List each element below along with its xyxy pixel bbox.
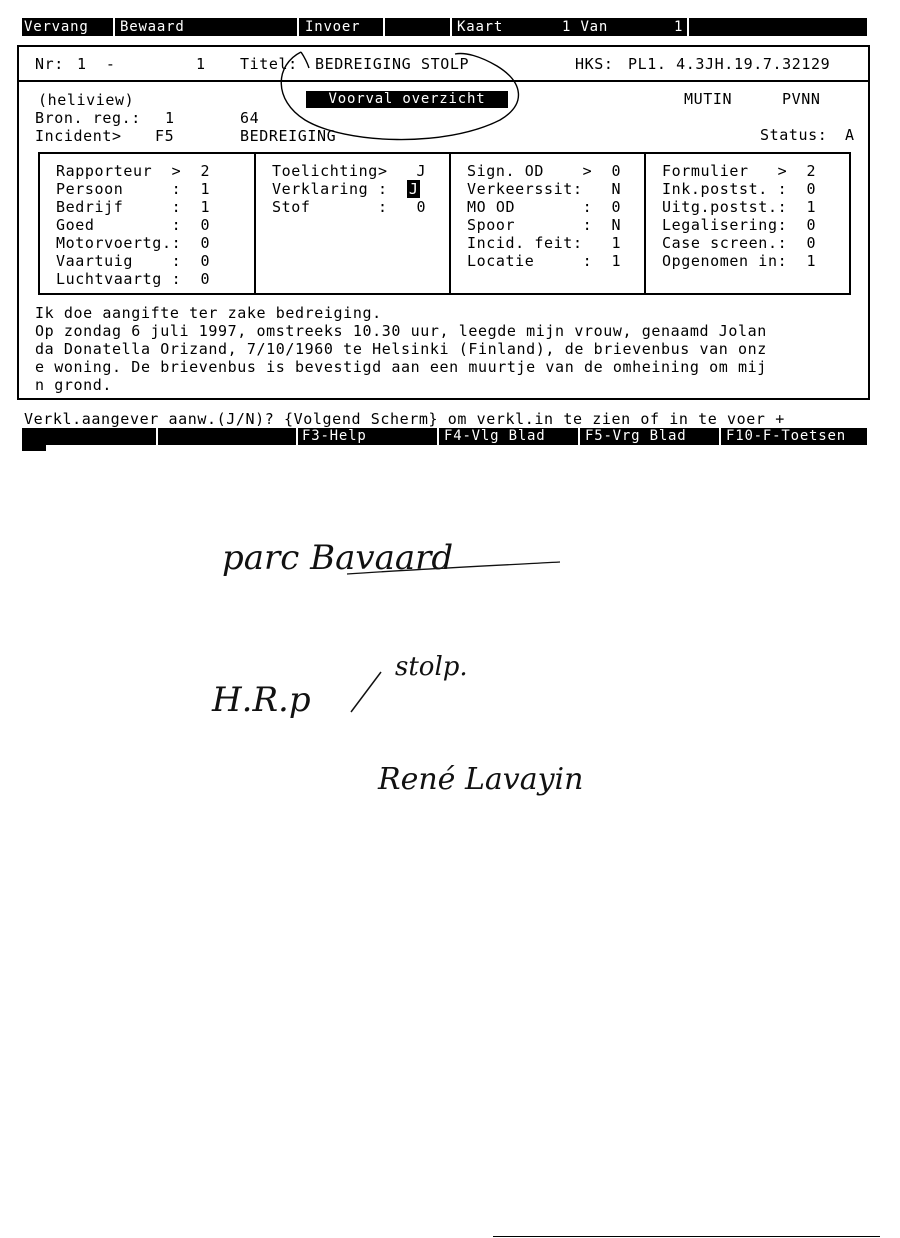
grid-field-uitg-postst[interactable]: Uitg.postst.: 1 [662,198,817,216]
fkey-separator [296,428,298,445]
grid-field-verklaring[interactable]: Verklaring : J [272,180,419,198]
grid-field-formulier[interactable]: Formulier > 2 [662,162,817,180]
statement-line: Ik doe aangifte ter zake bedreiging. [35,304,382,322]
menu-item-invoer[interactable]: Invoer [305,19,361,35]
page-indicator: 1 Van [562,19,609,35]
pvnn-label: PVNN [782,90,821,108]
bottom-rule [493,1236,880,1237]
fkey-previous-page[interactable]: F5-Vrg Blad [585,428,687,444]
nr-value: 1 - [77,55,116,73]
grid-field-toelichting[interactable]: Toelichting> J [272,162,427,180]
fkey-help[interactable]: F3-Help [302,428,367,444]
grid-field-luchtvaartuig[interactable]: Luchtvaartg : 0 [56,270,211,288]
status-label: Status: [760,126,828,144]
grid-divider [644,152,646,295]
grid-field-case-screen[interactable]: Case screen.: 0 [662,234,817,252]
grid-field-rapporteur[interactable]: Rapporteur > 2 [56,162,211,180]
hand-drawn-circle [265,40,535,150]
fkey-separator [578,428,580,445]
menu-item-bewaard[interactable]: Bewaard [120,19,185,35]
input-prompt: Verkl.aangever aanw.(J/N)? {Volgend Scherm} om verkl.in te zien of in te voer + [24,410,785,428]
grid-field-spoor[interactable]: Spoor : N [467,216,622,234]
hks-value: PL1. 4.3JH.19.7.32129 [628,55,831,73]
menu-bar [22,18,867,36]
bron-reg-suffix: 64 [240,109,260,127]
grid-field-persoon[interactable]: Persoon : 1 [56,180,211,198]
grid-field-sign-od[interactable]: Sign. OD > 0 [467,162,622,180]
handwritten-slash [345,668,385,718]
fkey-separator [437,428,439,445]
source-system-label: (heliview) [38,91,135,109]
nr-value-2: 1 [196,55,206,73]
cursor-block [22,445,46,451]
incident-label: Incident> [35,127,122,145]
handwritten-signature: René Lavayin [378,762,584,797]
grid-field-verkeerssituatie[interactable]: Verkeerssit: N [467,180,622,198]
incident-code: F5 [155,127,175,145]
nr-label: Nr: [35,55,64,73]
grid-field-ink-postst[interactable]: Ink.postst. : 0 [662,180,817,198]
status-value: A [845,126,855,144]
fkey-function-keys[interactable]: F10-F-Toetsen [726,428,846,444]
grid-divider [449,152,451,295]
handwritten-note-1: parc Bavaard [222,538,454,578]
bron-reg-label: Bron. reg.: [35,109,141,127]
grid-field-locatie[interactable]: Locatie : 1 [467,252,622,270]
fkey-next-page[interactable]: F4-Vlg Blad [444,428,546,444]
statement-line: Op zondag 6 juli 1997, omstreeks 10.30 uur, leegde mijn vrouw, genaamd Jolan [35,322,767,340]
grid-field-goed[interactable]: Goed : 0 [56,216,211,234]
fkey-separator [156,428,158,445]
grid-divider [254,152,256,295]
grid-field-bedrijf[interactable]: Bedrijf : 1 [56,198,211,216]
menu-separator [113,18,115,36]
grid-field-opgenomen-in[interactable]: Opgenomen in: 1 [662,252,817,270]
grid-field-incid-feit[interactable]: Incid. feit: 1 [467,234,622,252]
grid-field-vaartuig[interactable]: Vaartuig : 0 [56,252,211,270]
menu-item-kaart[interactable]: Kaart [457,19,504,35]
grid-field-mo-od[interactable]: MO OD : 0 [467,198,622,216]
mutin-label: MUTIN [684,90,733,108]
bron-reg-value: 1 [165,109,175,127]
verklaring-input[interactable]: J [408,180,419,198]
title-label: Titel: [240,55,298,73]
statement-text [35,304,865,394]
voorval-overzicht-button[interactable]: Voorval overzicht [306,91,508,108]
statement-line: da Donatella Orizand, 7/10/1960 te Helsinki (Finland), de brievenbus van onz [35,340,767,358]
grid-field-motorvoertuig[interactable]: Motorvoertg.: 0 [56,234,211,252]
title-value: BEDREIGING STOLP [315,55,470,73]
hks-label: HKS: [575,55,614,73]
statement-line: e woning. De brievenbus is bevestigd aan een muurtje van de omheining om mij [35,358,767,376]
handwritten-note-2b: stolp. [395,652,468,682]
menu-item-vervang[interactable]: Vervang [24,19,89,35]
statement-line: n grond. [35,376,113,394]
menu-separator [687,18,689,36]
incident-name: BEDREIGING [240,127,337,145]
menu-separator [450,18,452,36]
menu-separator [297,18,299,36]
grid-field-legalisering[interactable]: Legalisering: 0 [662,216,817,234]
handwritten-note-2a: H.R.p [212,680,311,720]
function-key-bar [22,428,867,445]
menu-separator [383,18,385,36]
grid-field-stof[interactable]: Stof : 0 [272,198,427,216]
fkey-separator [719,428,721,445]
page-total: 1 [674,19,684,35]
handwritten-underline [345,560,565,580]
